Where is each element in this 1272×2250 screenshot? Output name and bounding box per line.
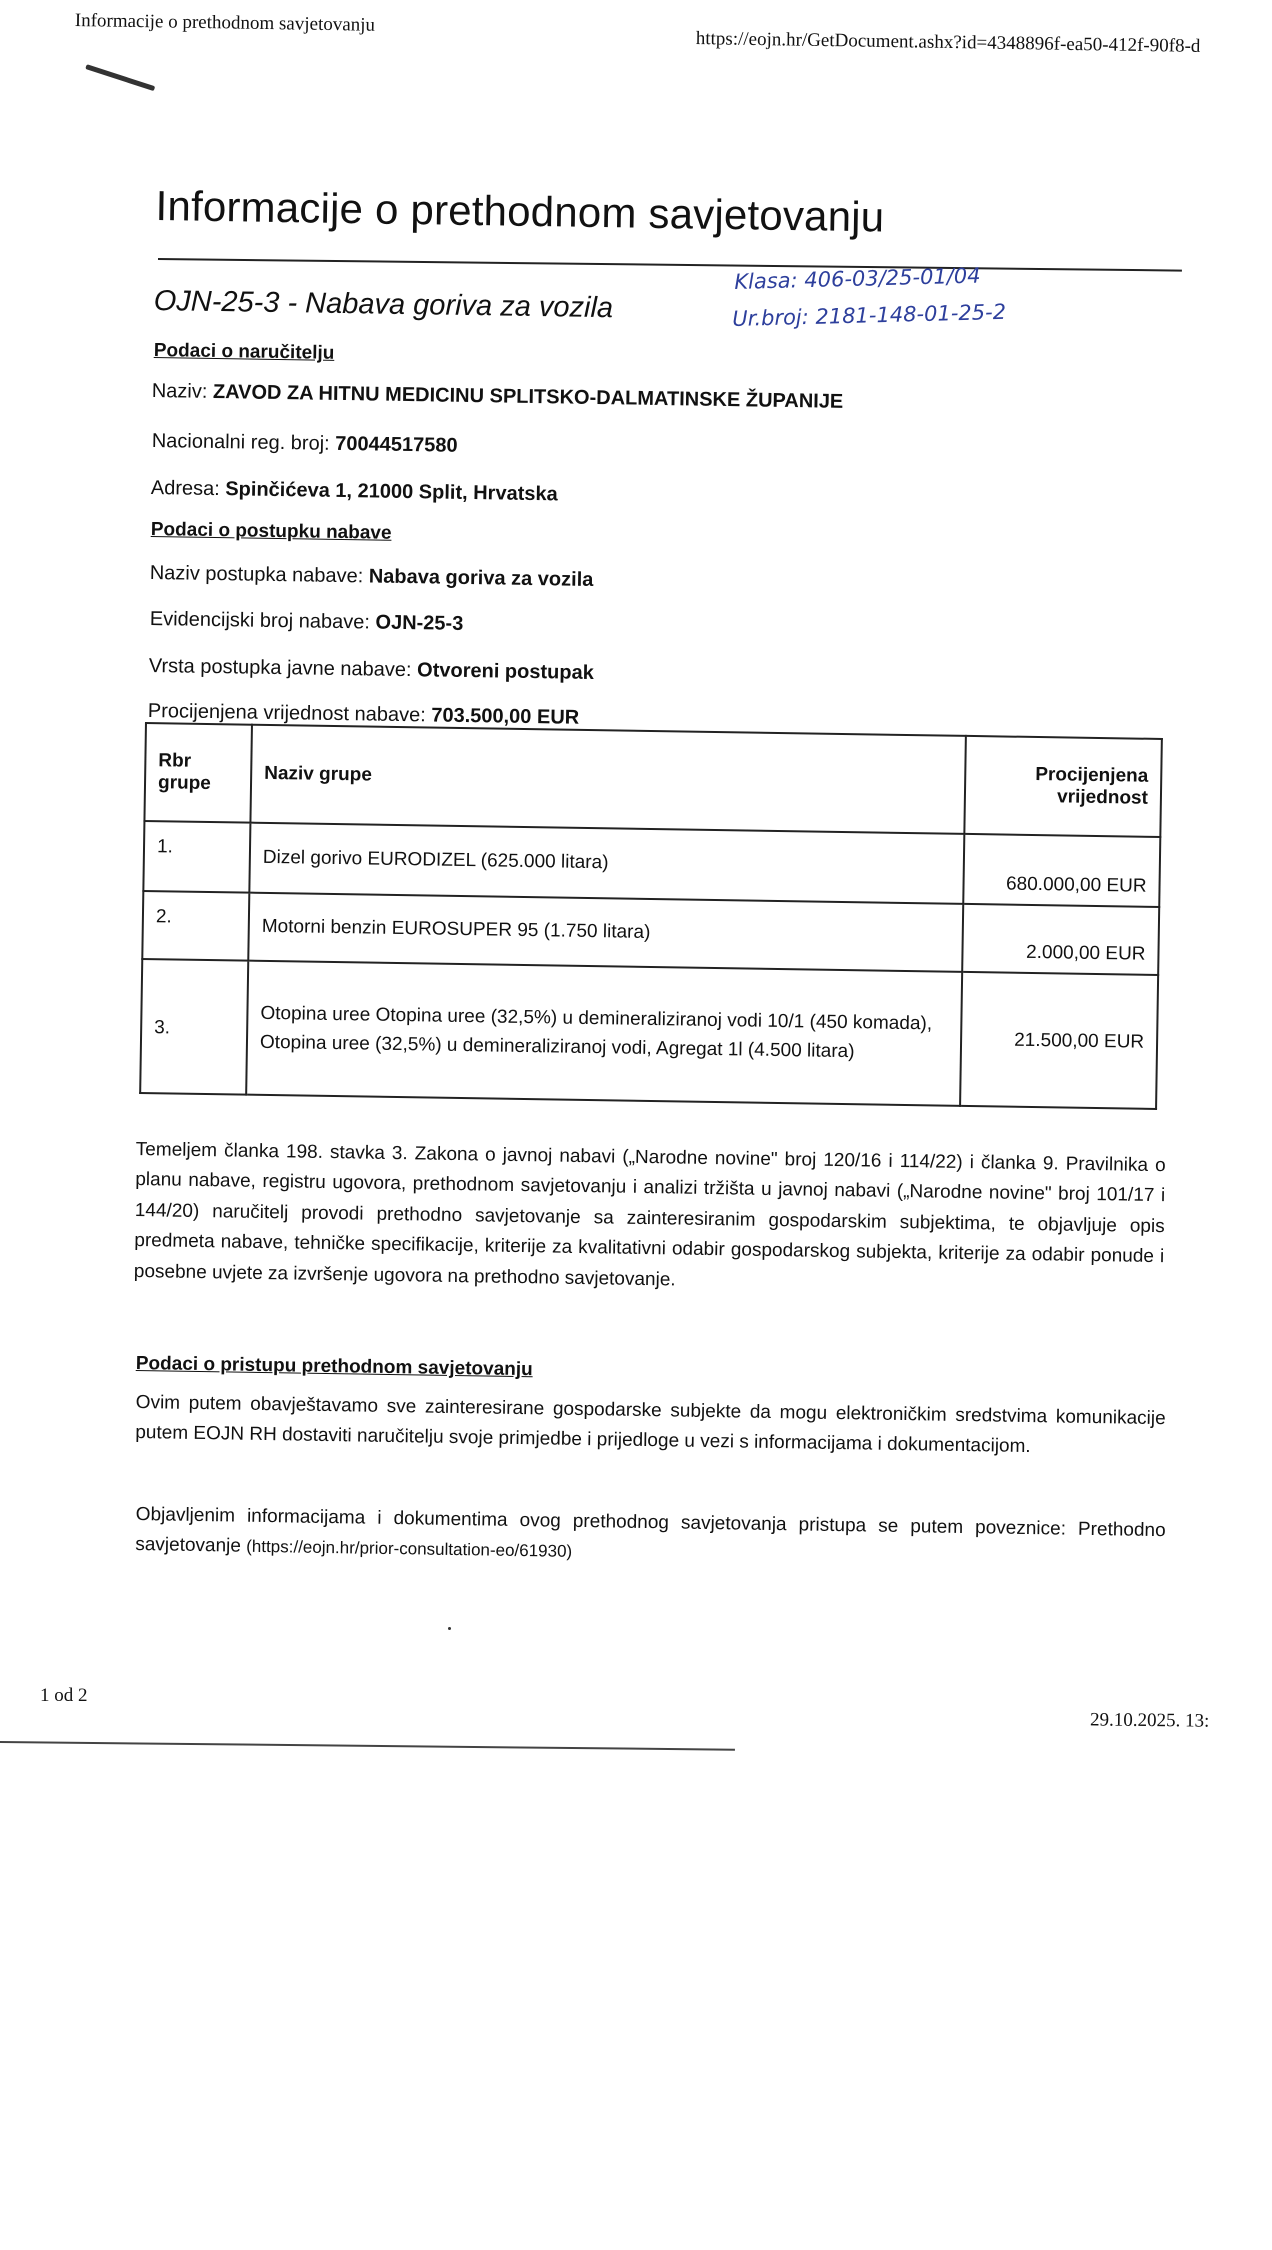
cell-group-value: 680.000,00 EUR xyxy=(963,834,1160,907)
field-value: Nabava goriva za vozila xyxy=(368,565,594,591)
field-address xyxy=(151,477,558,506)
page-title: Informacije o prethodnom savjetovanju xyxy=(155,182,885,241)
field-label: Vrsta postupka javne nabave: xyxy=(148,655,412,682)
cell-group-number: 3. xyxy=(140,959,248,1095)
field-label: Evidencijski broj nabave: xyxy=(149,608,371,634)
print-footer-datetime: 29.10.2025. 13: xyxy=(1089,1709,1210,1732)
column-header-group-number: Rbr grupe xyxy=(144,723,252,823)
field-procurement-name xyxy=(150,562,594,592)
field-value: Spinčićeva 1, 21000 Split, Hrvatska xyxy=(225,478,558,506)
field-value: 70044517580 xyxy=(335,432,458,457)
groups-table xyxy=(139,722,1163,1110)
table-row xyxy=(140,959,1158,1109)
field-label: Procijenjena vrijednost nabave: xyxy=(147,700,426,727)
title-divider xyxy=(158,258,1182,272)
section-heading-contracting-authority: Podaci o naručitelju xyxy=(153,340,335,364)
cell-group-value: 2.000,00 EUR xyxy=(962,904,1159,975)
field-authority-name xyxy=(152,380,844,414)
cell-group-value: 21.500,00 EUR xyxy=(960,972,1158,1109)
access-paragraph-2-text: Objavljenim informacijama i dokumentima ovog prethodnog savjetovanja pristupa se putem poveznice: Prethodno savjetovanje xyxy=(135,1503,1166,1558)
cell-group-number: 2. xyxy=(142,891,249,961)
handwritten-klasa: Klasa: 406-03/25-01/04 xyxy=(734,263,981,294)
field-value: Otvoreni postupak xyxy=(416,659,594,684)
handwritten-urbroj: Ur.broj: 2181-148-01-25-2 xyxy=(732,299,1007,331)
section-heading-procurement: Podaci o postupku nabave xyxy=(150,519,392,544)
field-procurement-number xyxy=(150,608,464,636)
section-heading-access: Podaci o pristupu prethodnom savjetovanju xyxy=(135,1353,533,1381)
print-header-title: Informacije o prethodnom savjetovanju xyxy=(74,10,376,36)
field-value: 703.500,00 EUR xyxy=(431,704,580,729)
field-label: Nacionalni reg. broj: xyxy=(151,430,330,455)
field-value: OJN-25-3 xyxy=(375,611,464,635)
field-registration-number xyxy=(152,430,458,458)
access-paragraph-1: Ovim putem obavještavamo sve zainteresirane gospodarske subjekte da mogu elektroničkim sredstvima komunikacije putem EOJN RH dostaviti naručitelju svoje primjedbe i prijedloge u vezi s informacijama i dokumentacijom. xyxy=(135,1391,1166,1458)
print-footer-page-number: 1 od 2 xyxy=(40,1685,88,1706)
column-header-group-name: Naziv grupe xyxy=(250,725,965,834)
document-subtitle: OJN-25-3 - Nabava goriva za vozila xyxy=(153,285,614,325)
column-header-estimated-value: Procijenjena vrijednost xyxy=(964,736,1162,837)
field-procedure-type xyxy=(149,655,594,685)
field-label: Naziv: xyxy=(151,380,208,403)
cell-group-name: Dizel gorivo EURODIZEL (625.000 litara) xyxy=(249,823,964,904)
table-header-row xyxy=(144,723,1161,837)
scan-speck xyxy=(448,1627,451,1630)
legal-basis-paragraph: Temeljem članka 198. stavka 3. Zakona o javnoj nabavi („Narodne novine" broj 120/16 i 114/22) i članka 9. Pravilnika o planu nabave, registru ugovora, prethodnom savjetovanju i analizi tržišta u javnoj nabavi („Narodne novine" broj 101/17 i 144/20) naručitelj provodi prethodno savjetovanje sa zainteresiranim gospodarskim subjektima, te objavljuje opis predmeta nabave, tehničke specifikacije, kriterije za kvalitativni odabir gospodarskog subjekta, kriterije za odabir ponude i posebne uvjete za izvršenje ugovora na prethodno savjetovanje. xyxy=(133,1138,1166,1291)
access-paragraph-2 xyxy=(135,1500,1166,1577)
pen-mark xyxy=(85,64,155,91)
prior-consultation-link[interactable]: (https://eojn.hr/prior-consultation-eo/61930) xyxy=(246,1537,573,1562)
footer-divider xyxy=(0,1741,735,1751)
print-header-url: https://eojn.hr/GetDocument.ashx?id=4348896f-ea50-412f-90f8-d xyxy=(695,28,1201,57)
field-value: ZAVOD ZA HITNU MEDICINU SPLITSKO-DALMATINSKE ŽUPANIJE xyxy=(212,380,844,413)
field-label: Naziv postupka nabave: xyxy=(149,562,364,588)
cell-group-number: 1. xyxy=(143,821,250,893)
cell-group-name: Otopina uree Otopina uree (32,5%) u demineraliziranoj vodi 10/1 (450 komada), Otopina uree (32,5%) u demineraliziranoj vodi, Agregat 1l (4.500 litara) xyxy=(246,961,962,1106)
cell-group-name: Motorni benzin EUROSUPER 95 (1.750 litara) xyxy=(248,893,963,972)
field-label: Adresa: xyxy=(150,477,220,501)
